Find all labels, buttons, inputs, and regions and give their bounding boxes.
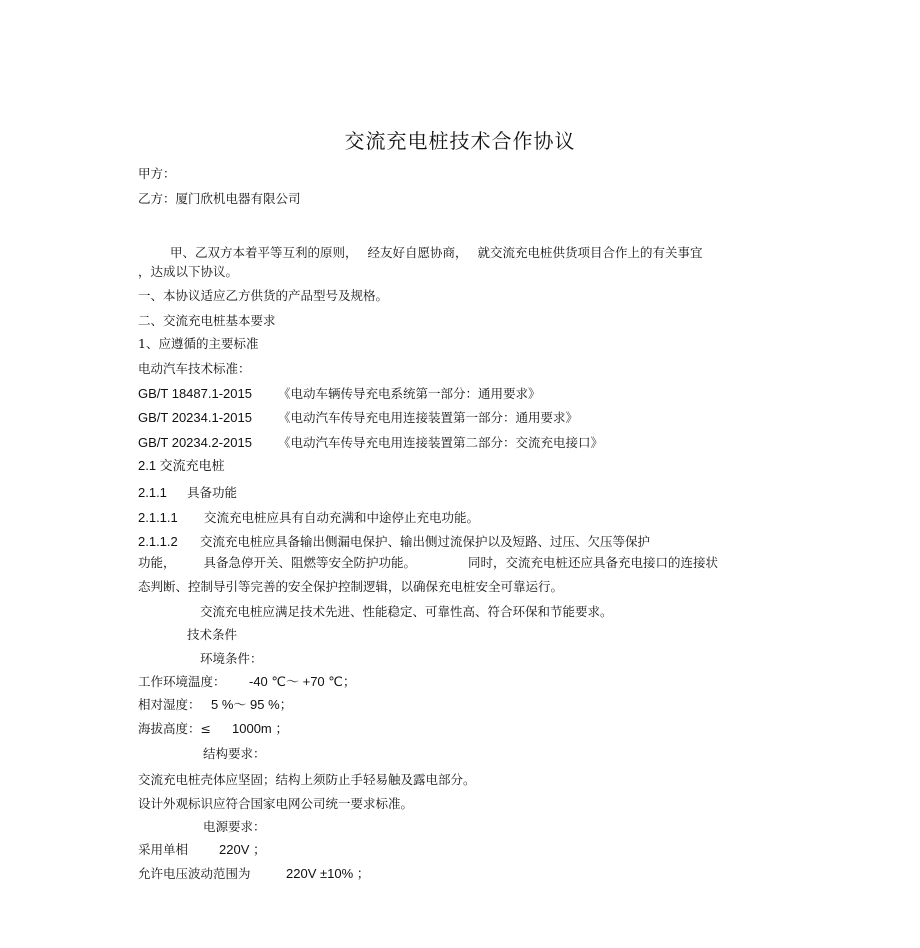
power-phase-value: 220V ； bbox=[219, 842, 266, 857]
working-temperature-label: 工作环境温度： bbox=[138, 674, 226, 689]
section-2-1: 1、应遵循的主要标准 bbox=[138, 336, 259, 351]
standard-name: 《电动车辆传导充电系统第一部分：通用要求》 bbox=[278, 386, 541, 401]
clause-line-2-part-b: 具备急停开关、阻燃等安全防护功能。 bbox=[203, 555, 417, 570]
heading-2-1-1-number: 2.1.1 bbox=[138, 485, 167, 500]
voltage-range-label: 允许电压波动范围为 bbox=[138, 866, 251, 881]
power-phase-label: 采用单相 bbox=[138, 842, 189, 857]
power-requirements-heading: 电源要求： bbox=[203, 819, 266, 834]
technical-requirements: 交流充电桩应满足技术先进、性能稳定、可靠性高、符合环保和节能要求。 bbox=[200, 604, 613, 619]
party-a: 甲方： bbox=[138, 166, 176, 181]
intro-part-c: 就交流充电桩供货项目合作上的有关事宜 bbox=[477, 245, 703, 260]
working-temperature-value: -40 ℃～ +70 ℃； bbox=[249, 674, 356, 689]
ev-standard-label: 电动汽车技术标准： bbox=[138, 361, 251, 376]
intro-part-a: 甲、乙双方本着平等互利的原则， bbox=[170, 245, 358, 260]
structure-requirements-heading: 结构要求： bbox=[203, 746, 266, 761]
standard-name: 《电动汽车传导充电用连接装置第一部分：通用要求》 bbox=[278, 410, 579, 425]
heading-2-1-text: 2.1 交流充电桩 bbox=[138, 458, 225, 473]
structure-paragraph-2: 设计外观标识应符合国家电网公司统一要求标准。 bbox=[138, 796, 414, 811]
clause-line-2-part-c: 同时，交流充电桩还应具备充电接口的连接状 bbox=[468, 555, 719, 570]
altitude-value: 1000m ； bbox=[232, 721, 289, 736]
standard-code: GB/T 20234.2-2015 bbox=[138, 435, 252, 450]
party-b: 乙方：厦门欣机电器有限公司 bbox=[138, 191, 301, 206]
section-2: 二、交流充电桩基本要求 bbox=[138, 313, 276, 328]
environment-conditions-heading: 环境条件： bbox=[200, 651, 263, 666]
voltage-range-value: 220V ±10% ； bbox=[286, 866, 370, 881]
clause-line-2-part-a: 功能， bbox=[138, 555, 176, 570]
intro-line-1 bbox=[170, 245, 703, 261]
standard-code: GB/T 20234.1-2015 bbox=[138, 410, 252, 425]
section-1: 一、本协议适应乙方供货的产品型号及规格。 bbox=[138, 288, 389, 303]
humidity-label: 相对湿度： bbox=[138, 697, 201, 712]
heading-2-1 bbox=[138, 458, 225, 474]
intro-line-2: ，达成以下协议。 bbox=[138, 264, 239, 279]
intro-part-b: 经友好自愿协商， bbox=[367, 245, 468, 260]
structure-paragraph-1: 交流充电桩壳体应坚固；结构上须防止手轻易触及露电部分。 bbox=[138, 772, 476, 787]
clause-2-1-1-2-line-2 bbox=[138, 555, 718, 571]
technical-conditions-heading: 技术条件 bbox=[187, 627, 238, 642]
clause-2-1-1-1-number: 2.1.1.1 bbox=[138, 510, 178, 525]
clause-2-1-1-2-number: 2.1.1.2 bbox=[138, 534, 178, 549]
clause-2-1-1-2-line-3: 态判断、控制导引等完善的安全保护控制逻辑，以确保充电桩安全可靠运行。 bbox=[138, 579, 564, 594]
altitude-label: 海拔高度：≤ bbox=[138, 721, 211, 736]
clause-2-1-1-1-text: 交流充电桩应具有自动充满和中途停止充电功能。 bbox=[204, 510, 480, 525]
standard-code: GB/T 18487.1-2015 bbox=[138, 386, 252, 401]
standard-name: 《电动汽车传导充电用连接装置第二部分：交流充电接口》 bbox=[278, 435, 604, 450]
document-title: 交流充电桩技术合作协议 bbox=[344, 129, 576, 153]
humidity-value: 5 %～ 95 %； bbox=[211, 697, 293, 712]
clause-2-1-1-2-line-1: 交流充电桩应具备输出侧漏电保护、输出侧过流保护以及短路、过压、欠压等保护 bbox=[200, 534, 651, 549]
heading-2-1-1-text: 具备功能 bbox=[187, 485, 238, 500]
